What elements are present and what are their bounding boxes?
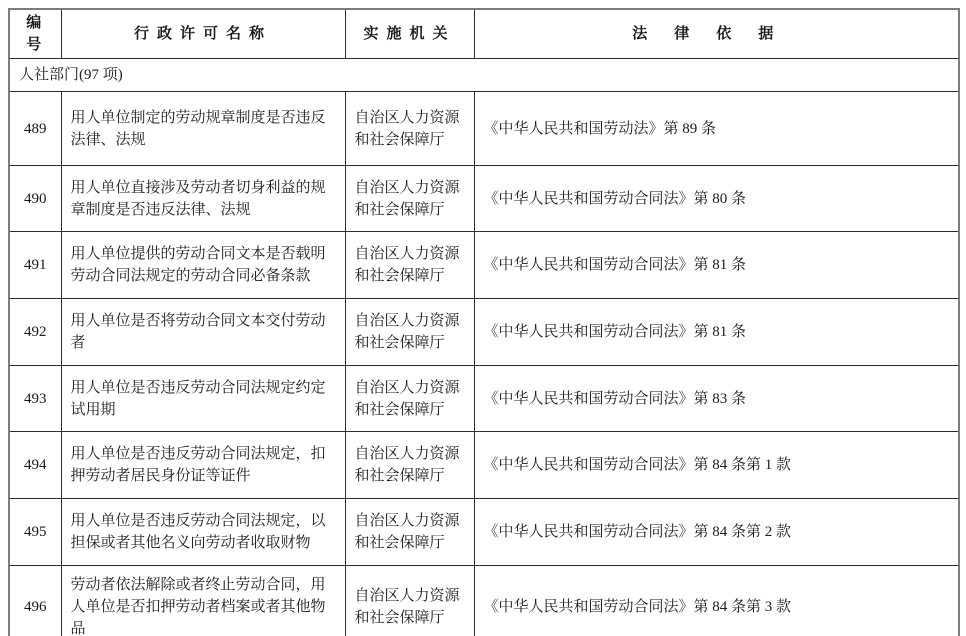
row-agency: 自治区人力资源和社会保障厅 [345, 232, 474, 299]
header-legal: 法律依据 [474, 9, 959, 59]
table-row [9, 299, 959, 366]
table-row [9, 166, 959, 232]
table-row [9, 432, 959, 499]
table-row [9, 499, 959, 566]
table-row [9, 566, 959, 636]
row-legal: 《中华人民共和国劳动合同法》第 84 条第 1 款 [474, 432, 959, 499]
row-legal: 《中华人民共和国劳动合同法》第 83 条 [474, 366, 959, 432]
row-name: 用人单位制定的劳动规章制度是否违反法律、法规 [61, 92, 345, 166]
row-name: 用人单位是否将劳动合同文本交付劳动者 [61, 299, 345, 366]
row-id: 495 [9, 499, 61, 566]
row-legal: 《中华人民共和国劳动合同法》第 84 条第 3 款 [474, 566, 959, 636]
row-name: 用人单位是否违反劳动合同法规定，扣押劳动者居民身份证等证件 [61, 432, 345, 499]
row-agency: 自治区人力资源和社会保障厅 [345, 92, 474, 166]
section-label: 人社部门(97 项) [9, 59, 959, 92]
table-row [9, 366, 959, 432]
row-id: 492 [9, 299, 61, 366]
row-agency: 自治区人力资源和社会保障厅 [345, 499, 474, 566]
row-agency: 自治区人力资源和社会保障厅 [345, 366, 474, 432]
row-id: 489 [9, 92, 61, 166]
table-row [9, 92, 959, 166]
row-id: 491 [9, 232, 61, 299]
row-legal: 《中华人民共和国劳动法》第 89 条 [474, 92, 959, 166]
row-name: 用人单位直接涉及劳动者切身利益的规章制度是否违反法律、法规 [61, 166, 345, 232]
row-agency: 自治区人力资源和社会保障厅 [345, 432, 474, 499]
row-agency: 自治区人力资源和社会保障厅 [345, 166, 474, 232]
row-name: 用人单位提供的劳动合同文本是否载明劳动合同法规定的劳动合同必备条款 [61, 232, 345, 299]
row-id: 493 [9, 366, 61, 432]
header-id: 编号 [9, 9, 61, 59]
row-legal: 《中华人民共和国劳动合同法》第 81 条 [474, 299, 959, 366]
row-name: 用人单位是否违反劳动合同法规定约定试用期 [61, 366, 345, 432]
table-header-row [9, 9, 959, 59]
row-id: 494 [9, 432, 61, 499]
row-agency: 自治区人力资源和社会保障厅 [345, 566, 474, 636]
header-name: 行政许可名称 [61, 9, 345, 59]
table-row [9, 232, 959, 299]
row-name: 用人单位是否违反劳动合同法规定，以担保或者其他名义向劳动者收取财物 [61, 499, 345, 566]
row-id: 496 [9, 566, 61, 636]
row-legal: 《中华人民共和国劳动合同法》第 81 条 [474, 232, 959, 299]
header-agency: 实施机关 [345, 9, 474, 59]
section-row [9, 59, 959, 92]
row-id: 490 [9, 166, 61, 232]
row-name: 劳动者依法解除或者终止劳动合同，用人单位是否扣押劳动者档案或者其他物品 [61, 566, 345, 636]
administrative-permits-table [8, 8, 960, 636]
row-legal: 《中华人民共和国劳动合同法》第 80 条 [474, 166, 959, 232]
row-agency: 自治区人力资源和社会保障厅 [345, 299, 474, 366]
row-legal: 《中华人民共和国劳动合同法》第 84 条第 2 款 [474, 499, 959, 566]
